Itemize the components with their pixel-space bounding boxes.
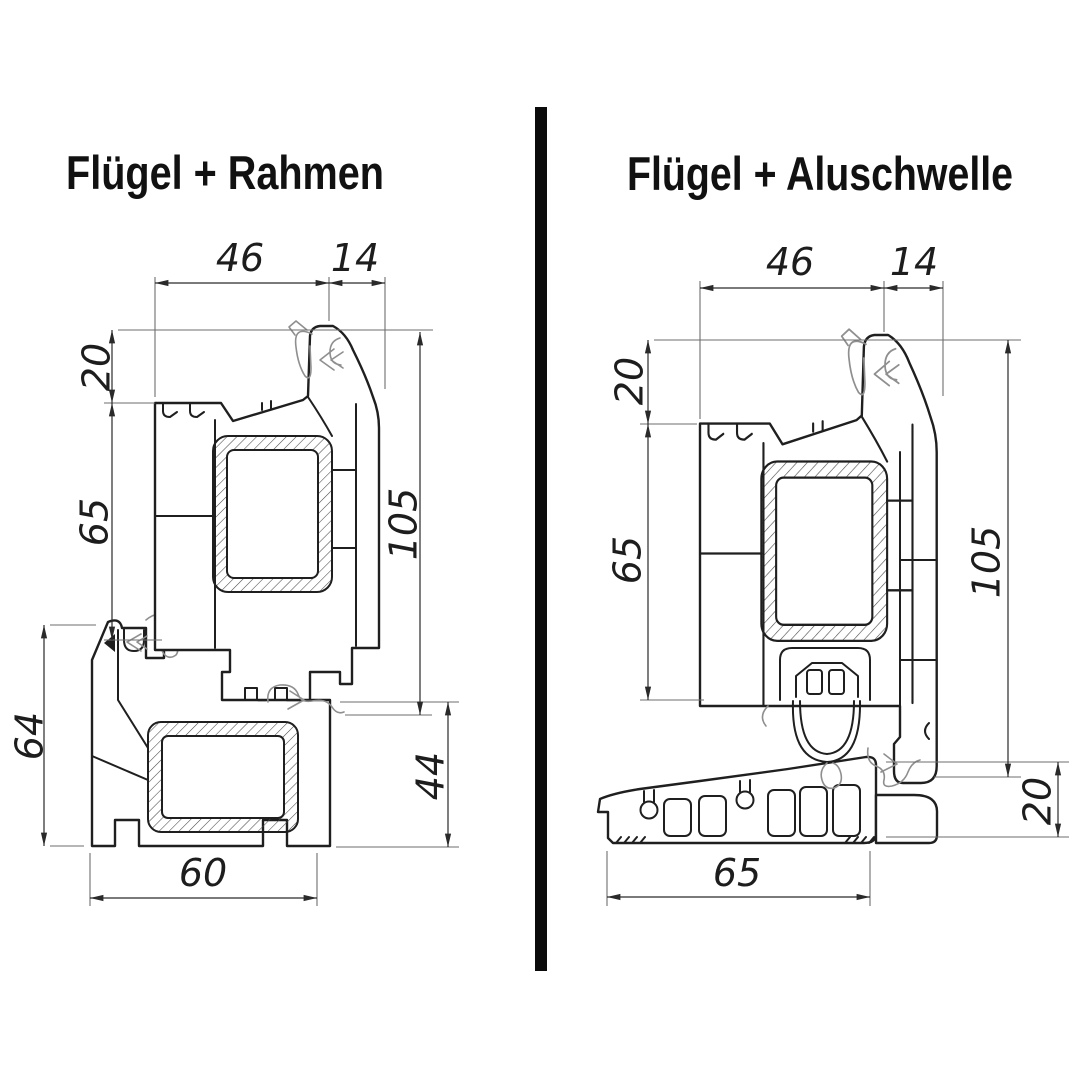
- panel-title-left: Flügel + Rahmen: [66, 146, 384, 199]
- dim-label-sash-height: 65: [72, 497, 117, 547]
- dim-label-frame-height: 64: [7, 711, 52, 761]
- sash-profile-drawing-right: [700, 329, 937, 788]
- dim-label-total-height-right: 105: [964, 525, 1009, 599]
- frame-steel-inner: [162, 736, 284, 818]
- dim-label-frame-width: 60: [178, 851, 228, 895]
- dim-label-sash-width: 46: [215, 236, 265, 280]
- threshold-right-block: [876, 795, 937, 843]
- dim-label-rebate-height: 44: [408, 751, 453, 801]
- dim-label-top-gap: 20: [74, 342, 119, 392]
- dim-label-sash-width-right: 46: [765, 240, 815, 284]
- center-seal-dome: [793, 701, 860, 762]
- technical-drawing-sash-threshold: [540, 0, 1080, 1080]
- dim-label-overlap: 14: [330, 236, 380, 280]
- dim-label-sash-height-right: 65: [605, 535, 650, 585]
- dim-label-total-height: 105: [381, 487, 426, 561]
- dim-label-overlap-right: 14: [889, 240, 939, 284]
- sash-steel-inner: [227, 450, 318, 578]
- dim-label-threshold-width: 65: [712, 851, 762, 895]
- dim-label-top-gap-right: 20: [607, 356, 652, 406]
- panel-title-right: Flügel + Aluschwelle: [627, 147, 1013, 200]
- dim-label-threshold-height: 20: [1015, 776, 1060, 826]
- panel-fluegel-aluschwelle: [540, 0, 1080, 1080]
